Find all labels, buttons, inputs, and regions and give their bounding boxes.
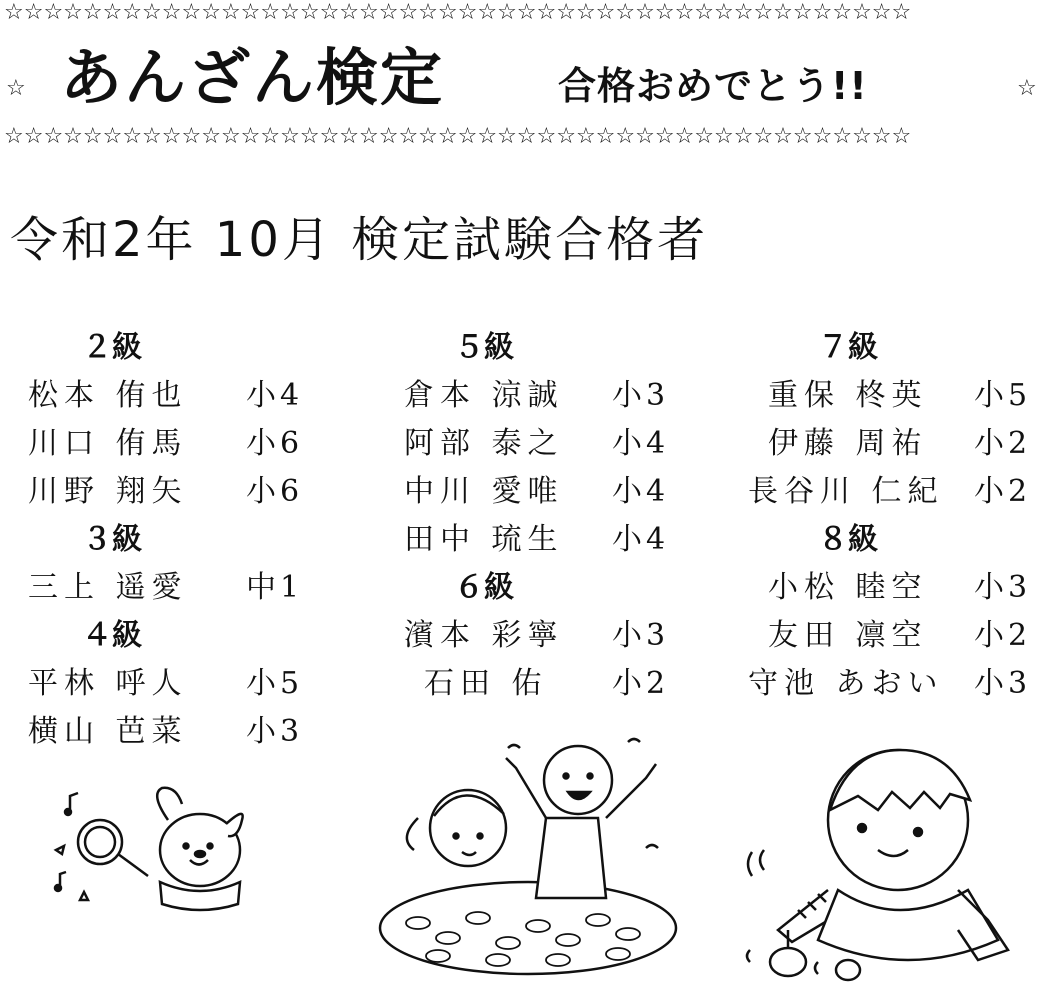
results-column-2 [404,324,670,708]
school-grade: 小6 [246,426,304,461]
dog-with-magnifier-icon [50,790,250,920]
person-name: 平林 呼人 [28,666,188,701]
school-grade: 小4 [612,426,670,461]
school-grade: 小6 [246,474,304,509]
school-grade: 中1 [246,570,304,605]
list-item [28,420,304,468]
school-grade: 小4 [612,474,670,509]
list-item [28,708,304,756]
school-grade: 小5 [246,666,304,701]
person-name: 川野 翔矢 [28,474,188,509]
person-name: 三上 遥愛 [28,570,188,605]
school-grade: 小3 [974,570,1032,605]
star-icon: ☆ [6,76,26,101]
grade-heading: ８級 [818,522,878,557]
person-name: 川口 侑馬 [28,426,188,461]
list-item [404,612,670,660]
school-grade: 小3 [246,714,304,749]
list-item [28,660,304,708]
school-grade: 小2 [612,666,670,701]
list-item [28,564,304,612]
list-item [748,372,1032,420]
page-title: あんざん検定 [60,41,445,114]
list-item [28,372,304,420]
star-icon: ☆ [1017,76,1037,101]
school-grade: 小5 [974,378,1032,413]
list-item [748,468,1032,516]
person-name: 倉本 涼誠 [404,378,564,413]
star-border-bottom: ☆☆☆☆☆☆☆☆☆☆☆☆☆☆☆☆☆☆☆☆☆☆☆☆☆☆☆☆☆☆☆☆☆☆☆☆☆☆☆☆☆☆☆☆☆☆ [4,124,912,149]
person-name: 田中 琉生 [404,522,564,557]
school-grade: 小2 [974,426,1032,461]
list-item [748,660,1032,708]
person-name: 小松 睦空 [768,570,928,605]
congratulations-text: 合格おめでとう!! [558,64,868,108]
school-grade: 小2 [974,618,1032,653]
person-name: 石田 佑 [424,666,548,701]
children-playing-in-leaves-icon [378,728,678,978]
grade-heading: ３級 [82,522,142,557]
school-grade: 小3 [974,666,1032,701]
person-name: 伊藤 周祐 [768,426,928,461]
list-item [748,564,1032,612]
school-grade: 小3 [612,618,670,653]
person-name: 守池 あおい [748,666,944,701]
grade-heading: ５級 [454,330,514,365]
list-item [28,468,304,516]
results-column-3 [748,324,1032,708]
grade-heading: ４級 [82,618,142,653]
person-name: 濱本 彩寧 [404,618,564,653]
grade-heading: ６級 [454,570,514,605]
list-item [404,420,670,468]
person-name: 長谷川 仁紀 [748,474,944,509]
list-item [404,660,670,708]
results-column-1 [28,324,304,756]
list-item [748,612,1032,660]
person-name: 友田 凛空 [768,618,928,653]
exam-heading: 令和2年 10月 検定試験合格者 [10,212,709,268]
list-item [404,468,670,516]
person-name: 重保 柊英 [768,378,928,413]
school-grade: 小4 [612,522,670,557]
person-name: 横山 芭菜 [28,714,188,749]
boy-spinning-top-icon [738,740,1038,985]
school-grade: 小2 [974,474,1032,509]
grade-heading: ２級 [82,330,142,365]
person-name: 中川 愛唯 [404,474,564,509]
list-item [404,372,670,420]
list-item [748,420,1032,468]
list-item [404,516,670,564]
person-name: 松本 侑也 [28,378,188,413]
school-grade: 小3 [612,378,670,413]
star-border-top: ☆☆☆☆☆☆☆☆☆☆☆☆☆☆☆☆☆☆☆☆☆☆☆☆☆☆☆☆☆☆☆☆☆☆☆☆☆☆☆☆☆☆☆☆☆☆ [4,0,912,25]
person-name: 阿部 泰之 [404,426,564,461]
grade-heading: ７級 [818,330,878,365]
school-grade: 小4 [246,378,304,413]
